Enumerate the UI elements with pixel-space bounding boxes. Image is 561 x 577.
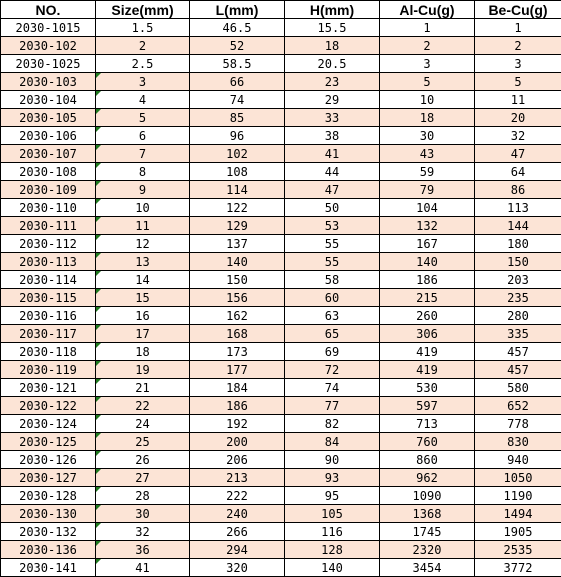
cell-no: 2030-110 [1, 199, 96, 217]
cell-al-cu-weight: 1 [380, 19, 475, 37]
cell-no: 2030-132 [1, 523, 96, 541]
cell-length: 206 [190, 451, 285, 469]
table-row [1, 217, 561, 235]
table-row [1, 379, 561, 397]
cell-no: 2030-126 [1, 451, 96, 469]
cell-height: 74 [285, 379, 380, 397]
cell-length: 173 [190, 343, 285, 361]
table-row [1, 181, 561, 199]
cell-height: 140 [285, 559, 380, 577]
cell-no: 2030-117 [1, 325, 96, 343]
cell-size [96, 505, 190, 523]
cell-comment-marker-icon [96, 397, 101, 402]
cell-comment-marker-icon [96, 127, 101, 132]
cell-al-cu-weight: 260 [380, 307, 475, 325]
table-row [1, 163, 561, 181]
cell-comment-marker-icon [96, 433, 101, 438]
cell-value: 30 [135, 507, 149, 521]
cell-length: 114 [190, 181, 285, 199]
table-row [1, 523, 561, 541]
table-row [1, 91, 561, 109]
cell-value: 4 [139, 93, 146, 107]
table-row [1, 541, 561, 559]
cell-size [96, 73, 190, 91]
cell-be-cu-weight: 335 [475, 325, 561, 343]
cell-no: 2030-109 [1, 181, 96, 199]
cell-length: 192 [190, 415, 285, 433]
cell-no: 2030-125 [1, 433, 96, 451]
cell-length: 58.5 [190, 55, 285, 73]
cell-height: 33 [285, 109, 380, 127]
cell-size [96, 199, 190, 217]
cell-comment-marker-icon [96, 415, 101, 420]
cell-comment-marker-icon [96, 199, 101, 204]
cell-length: 102 [190, 145, 285, 163]
cell-length: 85 [190, 109, 285, 127]
cell-be-cu-weight: 2 [475, 37, 561, 55]
cell-height: 116 [285, 523, 380, 541]
cell-size [96, 163, 190, 181]
cell-be-cu-weight: 2535 [475, 541, 561, 559]
cell-size [96, 559, 190, 577]
cell-al-cu-weight: 3 [380, 55, 475, 73]
cell-be-cu-weight: 150 [475, 253, 561, 271]
header-al-cu-weight: Al-Cu(g) [380, 1, 475, 19]
cell-al-cu-weight: 1368 [380, 505, 475, 523]
cell-size [96, 433, 190, 451]
cell-be-cu-weight: 144 [475, 217, 561, 235]
cell-value: 36 [135, 543, 149, 557]
cell-comment-marker-icon [96, 271, 101, 276]
cell-no: 2030-141 [1, 559, 96, 577]
cell-height: 72 [285, 361, 380, 379]
table-row [1, 325, 561, 343]
cell-value: 6 [139, 129, 146, 143]
cell-no: 2030-128 [1, 487, 96, 505]
cell-no: 2030-108 [1, 163, 96, 181]
cell-height: 58 [285, 271, 380, 289]
table-row [1, 487, 561, 505]
cell-al-cu-weight: 2320 [380, 541, 475, 559]
cell-al-cu-weight: 132 [380, 217, 475, 235]
cell-size [96, 289, 190, 307]
cell-size [96, 541, 190, 559]
cell-length: 129 [190, 217, 285, 235]
cell-length: 213 [190, 469, 285, 487]
cell-height: 20.5 [285, 55, 380, 73]
cell-no: 2030-118 [1, 343, 96, 361]
table-row [1, 145, 561, 163]
cell-value: 5 [139, 111, 146, 125]
cell-height: 105 [285, 505, 380, 523]
cell-height: 128 [285, 541, 380, 559]
cell-size [96, 181, 190, 199]
cell-value: 41 [135, 561, 149, 575]
table-row [1, 559, 561, 577]
cell-length: 108 [190, 163, 285, 181]
cell-no: 2030-114 [1, 271, 96, 289]
cell-height: 15.5 [285, 19, 380, 37]
cell-length: 200 [190, 433, 285, 451]
cell-height: 53 [285, 217, 380, 235]
cell-length: 140 [190, 253, 285, 271]
cell-length: 184 [190, 379, 285, 397]
cell-length: 186 [190, 397, 285, 415]
cell-length: 266 [190, 523, 285, 541]
cell-size [96, 523, 190, 541]
cell-length: 162 [190, 307, 285, 325]
cell-value: 18 [135, 345, 149, 359]
cell-al-cu-weight: 1090 [380, 487, 475, 505]
cell-value: 19 [135, 363, 149, 377]
cell-al-cu-weight: 3454 [380, 559, 475, 577]
cell-al-cu-weight: 167 [380, 235, 475, 253]
cell-size [96, 415, 190, 433]
cell-height: 60 [285, 289, 380, 307]
cell-value: 11 [135, 219, 149, 233]
table-row [1, 469, 561, 487]
cell-size [96, 361, 190, 379]
cell-be-cu-weight: 1190 [475, 487, 561, 505]
header-be-cu-weight: Be-Cu(g) [475, 1, 561, 19]
cell-size [96, 325, 190, 343]
cell-height: 44 [285, 163, 380, 181]
cell-no: 2030-102 [1, 37, 96, 55]
cell-be-cu-weight: 113 [475, 199, 561, 217]
cell-no: 2030-113 [1, 253, 96, 271]
table-row [1, 73, 561, 91]
cell-size [96, 451, 190, 469]
cell-size [96, 343, 190, 361]
cell-value: 7 [139, 147, 146, 161]
cell-be-cu-weight: 86 [475, 181, 561, 199]
cell-no: 2030-116 [1, 307, 96, 325]
cell-value: 16 [135, 309, 149, 323]
cell-comment-marker-icon [96, 91, 101, 96]
table-row [1, 433, 561, 451]
table-row [1, 199, 561, 217]
cell-value: 26 [135, 453, 149, 467]
cell-value: 12 [135, 237, 149, 251]
cell-al-cu-weight: 530 [380, 379, 475, 397]
cell-height: 23 [285, 73, 380, 91]
cell-value: 28 [135, 489, 149, 503]
cell-value: 10 [135, 201, 149, 215]
cell-height: 55 [285, 235, 380, 253]
table-header [1, 1, 561, 19]
cell-height: 65 [285, 325, 380, 343]
header-row [1, 1, 561, 19]
cell-no: 2030-1015 [1, 19, 96, 37]
cell-height: 77 [285, 397, 380, 415]
table-row [1, 397, 561, 415]
cell-size [96, 253, 190, 271]
table-body [1, 19, 561, 577]
cell-comment-marker-icon [96, 505, 101, 510]
cell-length: 46.5 [190, 19, 285, 37]
cell-value: 13 [135, 255, 149, 269]
cell-height: 84 [285, 433, 380, 451]
table-row [1, 343, 561, 361]
cell-length: 294 [190, 541, 285, 559]
cell-no: 2030-115 [1, 289, 96, 307]
cell-be-cu-weight: 3 [475, 55, 561, 73]
cell-al-cu-weight: 18 [380, 109, 475, 127]
cell-be-cu-weight: 1494 [475, 505, 561, 523]
header-height: H(mm) [285, 1, 380, 19]
cell-al-cu-weight: 419 [380, 361, 475, 379]
cell-no: 2030-111 [1, 217, 96, 235]
header-length: L(mm) [190, 1, 285, 19]
cell-height: 29 [285, 91, 380, 109]
cell-be-cu-weight: 457 [475, 361, 561, 379]
cell-al-cu-weight: 419 [380, 343, 475, 361]
cell-value: 8 [139, 165, 146, 179]
cell-comment-marker-icon [96, 163, 101, 168]
cell-length: 150 [190, 271, 285, 289]
cell-height: 41 [285, 145, 380, 163]
cell-comment-marker-icon [96, 217, 101, 222]
table-row [1, 505, 561, 523]
cell-value: 21 [135, 381, 149, 395]
cell-comment-marker-icon [96, 289, 101, 294]
cell-value: 32 [135, 525, 149, 539]
cell-value: 27 [135, 471, 149, 485]
cell-al-cu-weight: 43 [380, 145, 475, 163]
cell-be-cu-weight: 235 [475, 289, 561, 307]
cell-al-cu-weight: 1745 [380, 523, 475, 541]
cell-length: 240 [190, 505, 285, 523]
cell-height: 90 [285, 451, 380, 469]
cell-al-cu-weight: 59 [380, 163, 475, 181]
cell-comment-marker-icon [96, 235, 101, 240]
cell-al-cu-weight: 79 [380, 181, 475, 199]
cell-value: 15 [135, 291, 149, 305]
cell-be-cu-weight: 280 [475, 307, 561, 325]
cell-no: 2030-107 [1, 145, 96, 163]
cell-length: 168 [190, 325, 285, 343]
cell-size [96, 469, 190, 487]
cell-be-cu-weight: 778 [475, 415, 561, 433]
cell-size: 2.5 [96, 55, 190, 73]
table-row [1, 235, 561, 253]
cell-length: 177 [190, 361, 285, 379]
cell-length: 52 [190, 37, 285, 55]
cell-al-cu-weight: 215 [380, 289, 475, 307]
cell-size [96, 379, 190, 397]
cell-value: 9 [139, 183, 146, 197]
header-no: NO. [1, 1, 96, 19]
table-row [1, 37, 561, 55]
cell-be-cu-weight: 652 [475, 397, 561, 415]
cell-size: 1.5 [96, 19, 190, 37]
cell-height: 95 [285, 487, 380, 505]
cell-al-cu-weight: 597 [380, 397, 475, 415]
cell-comment-marker-icon [96, 361, 101, 366]
cell-be-cu-weight: 47 [475, 145, 561, 163]
cell-height: 47 [285, 181, 380, 199]
table-row [1, 109, 561, 127]
cell-be-cu-weight: 32 [475, 127, 561, 145]
cell-comment-marker-icon [96, 343, 101, 348]
cell-comment-marker-icon [96, 379, 101, 384]
cell-size [96, 127, 190, 145]
cell-length: 222 [190, 487, 285, 505]
cell-length: 66 [190, 73, 285, 91]
cell-comment-marker-icon [96, 145, 101, 150]
cell-size [96, 145, 190, 163]
cell-value: 24 [135, 417, 149, 431]
table-row [1, 289, 561, 307]
cell-length: 156 [190, 289, 285, 307]
cell-be-cu-weight: 457 [475, 343, 561, 361]
cell-size [96, 91, 190, 109]
table-row [1, 55, 561, 73]
cell-comment-marker-icon [96, 523, 101, 528]
cell-comment-marker-icon [96, 469, 101, 474]
cell-al-cu-weight: 10 [380, 91, 475, 109]
cell-be-cu-weight: 20 [475, 109, 561, 127]
cell-no: 2030-103 [1, 73, 96, 91]
cell-no: 2030-127 [1, 469, 96, 487]
cell-size [96, 271, 190, 289]
cell-no: 2030-124 [1, 415, 96, 433]
cell-be-cu-weight: 940 [475, 451, 561, 469]
cell-no: 2030-121 [1, 379, 96, 397]
cell-be-cu-weight: 180 [475, 235, 561, 253]
cell-no: 2030-104 [1, 91, 96, 109]
cell-comment-marker-icon [96, 541, 101, 546]
cell-al-cu-weight: 760 [380, 433, 475, 451]
cell-length: 74 [190, 91, 285, 109]
cell-be-cu-weight: 5 [475, 73, 561, 91]
cell-al-cu-weight: 104 [380, 199, 475, 217]
cell-no: 2030-136 [1, 541, 96, 559]
table-row [1, 451, 561, 469]
cell-value: 17 [135, 327, 149, 341]
cell-length: 320 [190, 559, 285, 577]
cell-al-cu-weight: 306 [380, 325, 475, 343]
cell-height: 55 [285, 253, 380, 271]
cell-comment-marker-icon [96, 253, 101, 258]
cell-height: 38 [285, 127, 380, 145]
cell-no: 2030-1025 [1, 55, 96, 73]
cell-height: 69 [285, 343, 380, 361]
cell-size [96, 109, 190, 127]
cell-comment-marker-icon [96, 325, 101, 330]
cell-height: 50 [285, 199, 380, 217]
cell-size [96, 217, 190, 235]
cell-be-cu-weight: 830 [475, 433, 561, 451]
header-size: Size(mm) [96, 1, 190, 19]
cell-be-cu-weight: 11 [475, 91, 561, 109]
cell-length: 137 [190, 235, 285, 253]
cell-no: 2030-105 [1, 109, 96, 127]
cell-comment-marker-icon [96, 451, 101, 456]
cell-al-cu-weight: 860 [380, 451, 475, 469]
cell-al-cu-weight: 713 [380, 415, 475, 433]
cell-value: 22 [135, 399, 149, 413]
cell-comment-marker-icon [96, 559, 101, 564]
cell-value: 3 [139, 75, 146, 89]
table-row [1, 307, 561, 325]
cell-length: 96 [190, 127, 285, 145]
cell-al-cu-weight: 30 [380, 127, 475, 145]
cell-al-cu-weight: 5 [380, 73, 475, 91]
cell-value: 25 [135, 435, 149, 449]
cell-size [96, 235, 190, 253]
cell-be-cu-weight: 3772 [475, 559, 561, 577]
cell-size [96, 307, 190, 325]
cell-al-cu-weight: 962 [380, 469, 475, 487]
cell-comment-marker-icon [96, 307, 101, 312]
cell-height: 18 [285, 37, 380, 55]
cell-value: 14 [135, 273, 149, 287]
cell-be-cu-weight: 580 [475, 379, 561, 397]
cell-al-cu-weight: 140 [380, 253, 475, 271]
cell-comment-marker-icon [96, 73, 101, 78]
cell-height: 93 [285, 469, 380, 487]
cell-size [96, 397, 190, 415]
cell-comment-marker-icon [96, 487, 101, 492]
cell-al-cu-weight: 2 [380, 37, 475, 55]
table-row [1, 361, 561, 379]
cell-be-cu-weight: 1 [475, 19, 561, 37]
cell-no: 2030-122 [1, 397, 96, 415]
cell-no: 2030-130 [1, 505, 96, 523]
cell-height: 63 [285, 307, 380, 325]
cell-be-cu-weight: 1050 [475, 469, 561, 487]
cell-height: 82 [285, 415, 380, 433]
cell-no: 2030-106 [1, 127, 96, 145]
cell-al-cu-weight: 186 [380, 271, 475, 289]
cell-no: 2030-112 [1, 235, 96, 253]
cell-be-cu-weight: 64 [475, 163, 561, 181]
table-row [1, 415, 561, 433]
cell-be-cu-weight: 203 [475, 271, 561, 289]
cell-comment-marker-icon [96, 109, 101, 114]
cell-size: 2 [96, 37, 190, 55]
table-row [1, 127, 561, 145]
cell-no: 2030-119 [1, 361, 96, 379]
cell-comment-marker-icon [96, 181, 101, 186]
table-row [1, 253, 561, 271]
cell-length: 122 [190, 199, 285, 217]
cell-be-cu-weight: 1905 [475, 523, 561, 541]
table-row [1, 19, 561, 37]
cell-size [96, 487, 190, 505]
table-row [1, 271, 561, 289]
